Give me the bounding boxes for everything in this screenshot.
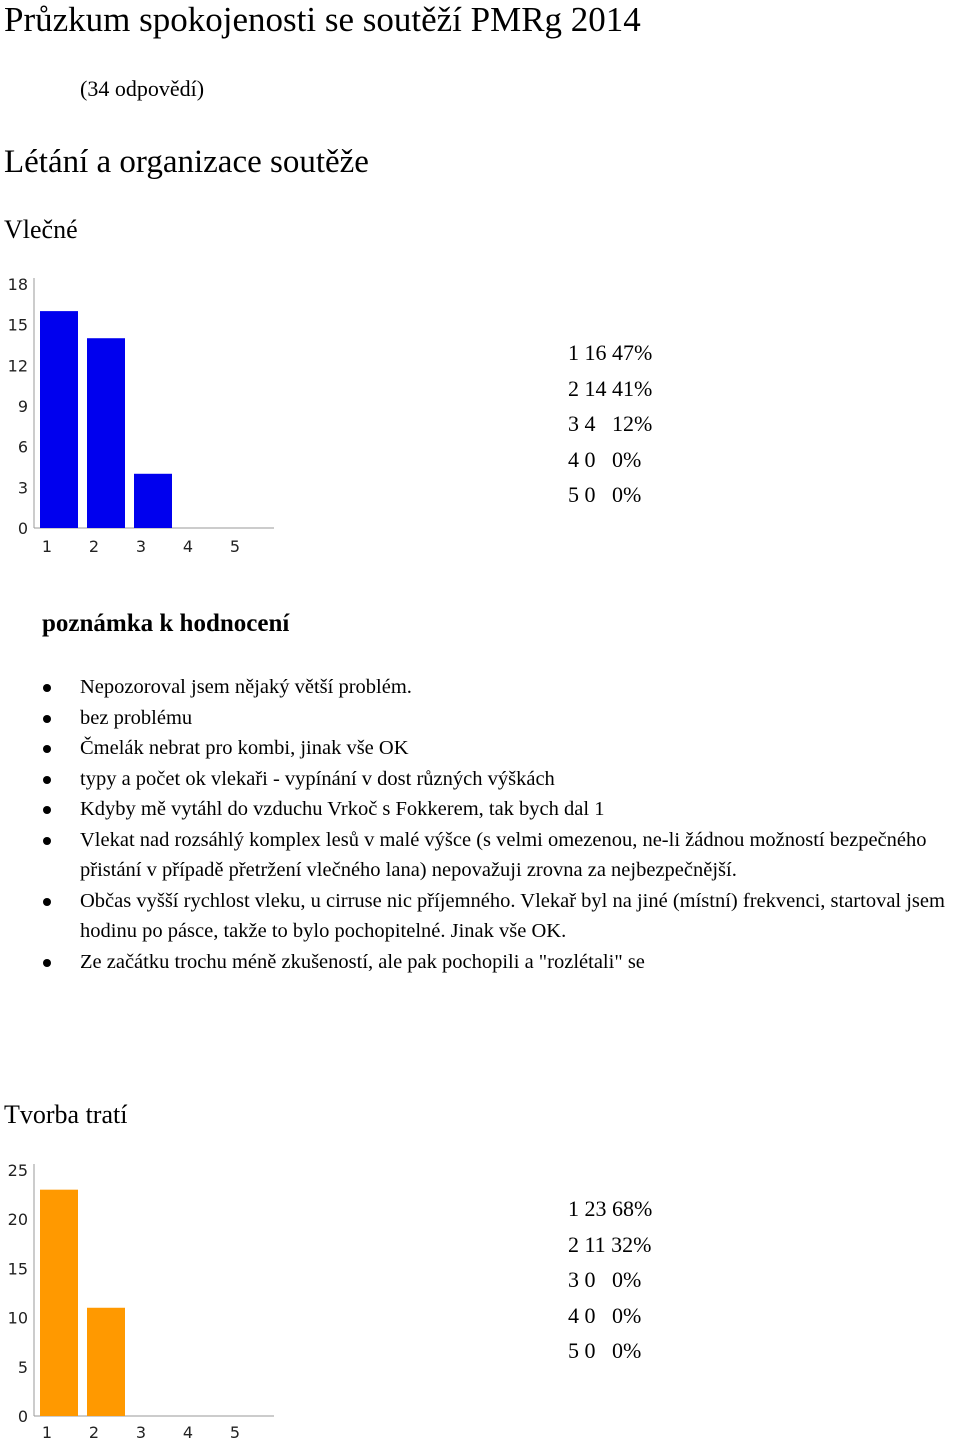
stats-table-tvorba-trati (568, 1191, 652, 1369)
section-title: Létání a organizace soutěže (4, 144, 369, 180)
list-item: Ze začátku trochu méně zkušeností, ale pak pochopili a "rozlétali" se (40, 947, 960, 978)
stats-row: 2 11 32% (568, 1231, 652, 1257)
bar (87, 338, 125, 528)
bar-chart-vlecne (0, 272, 290, 562)
x-tick-label: 4 (182, 537, 194, 556)
question-title-tvorba-trati: Tvorba tratí (4, 1100, 128, 1129)
y-tick-label: 10 (7, 1308, 28, 1328)
y-tick-label: 15 (7, 1259, 28, 1279)
y-tick-label: 9 (17, 397, 28, 416)
x-tick-label: 2 (88, 537, 100, 556)
stats-row: 1 23 68% (568, 1196, 653, 1221)
y-tick-label: 5 (17, 1357, 28, 1377)
list-item: typy a počet ok vlekaři - vypínání v dost různých výškách (40, 764, 960, 795)
y-tick-label: 6 (17, 437, 28, 457)
list-item: Vlekat nad rozsáhlý komplex lesů v malé výšce (s velmi omezenou, ne-li žádnou možností bezpečného přistání v případě přetržení vlečného lana) nepovažuji zrovna za nejbezpečnější. (40, 825, 960, 886)
response-count: (34 odpovědí) (80, 76, 205, 101)
stats-row: 3 0 0% (568, 1267, 642, 1292)
bar (40, 311, 78, 528)
bar (134, 474, 172, 528)
y-tick-label: 12 (7, 356, 28, 376)
x-tick-label: 3 (135, 1423, 147, 1440)
x-tick-label: 4 (182, 1423, 194, 1440)
stats-row: 5 0 0% (568, 482, 642, 507)
stats-row: 4 0 0% (568, 446, 642, 472)
document-title: Průzkum spokojenosti se soutěží PMRg 2014 (4, 0, 641, 39)
y-tick-label: 20 (7, 1210, 28, 1230)
notes-heading: poznámka k hodnocení (42, 610, 290, 637)
x-tick-label: 3 (135, 537, 147, 556)
question-title-vlecne: Vlečné (4, 215, 78, 244)
x-tick-label: 5 (229, 537, 241, 556)
x-tick-label: 1 (41, 1423, 53, 1440)
x-tick-label: 2 (88, 1423, 100, 1440)
y-tick-label: 0 (17, 1407, 28, 1426)
list-item: Občas vyšší rychlost vleku, u cirruse nic příjemného. Vlekař byl na jiné (místní) frekvenci, startoval jsem hodinu po pásce, takže to bylo pochopitelné. Jinak vše OK. (40, 886, 960, 947)
y-tick-label: 0 (17, 519, 28, 538)
list-item: Kdyby mě vytáhl do vzduchu Vrkoč s Fokkerem, tak bych dal 1 (40, 794, 960, 825)
list-item: Nepozoroval jsem nějaký větší problém. (40, 672, 960, 703)
y-tick-label: 3 (17, 478, 28, 498)
stats-row: 2 14 41% (568, 375, 653, 401)
notes-list (40, 672, 960, 977)
stats-row: 4 0 0% (568, 1302, 642, 1328)
x-tick-label: 5 (229, 1423, 241, 1440)
bar (40, 1190, 78, 1416)
list-item: bez problému (40, 703, 960, 734)
list-item: Čmelák nebrat pro kombi, jinak vše OK (40, 733, 960, 764)
x-tick-label: 1 (41, 537, 53, 556)
bar-chart-tvorba-trati (0, 1158, 290, 1440)
bar (87, 1308, 125, 1416)
y-tick-label: 18 (7, 275, 28, 294)
stats-row: 3 4 12% (568, 411, 653, 436)
y-tick-label: 15 (7, 315, 28, 335)
stats-table-vlecne (568, 335, 652, 513)
stats-row: 5 0 0% (568, 1338, 642, 1363)
y-tick-label: 25 (7, 1161, 28, 1180)
stats-row: 1 16 47% (568, 340, 653, 365)
